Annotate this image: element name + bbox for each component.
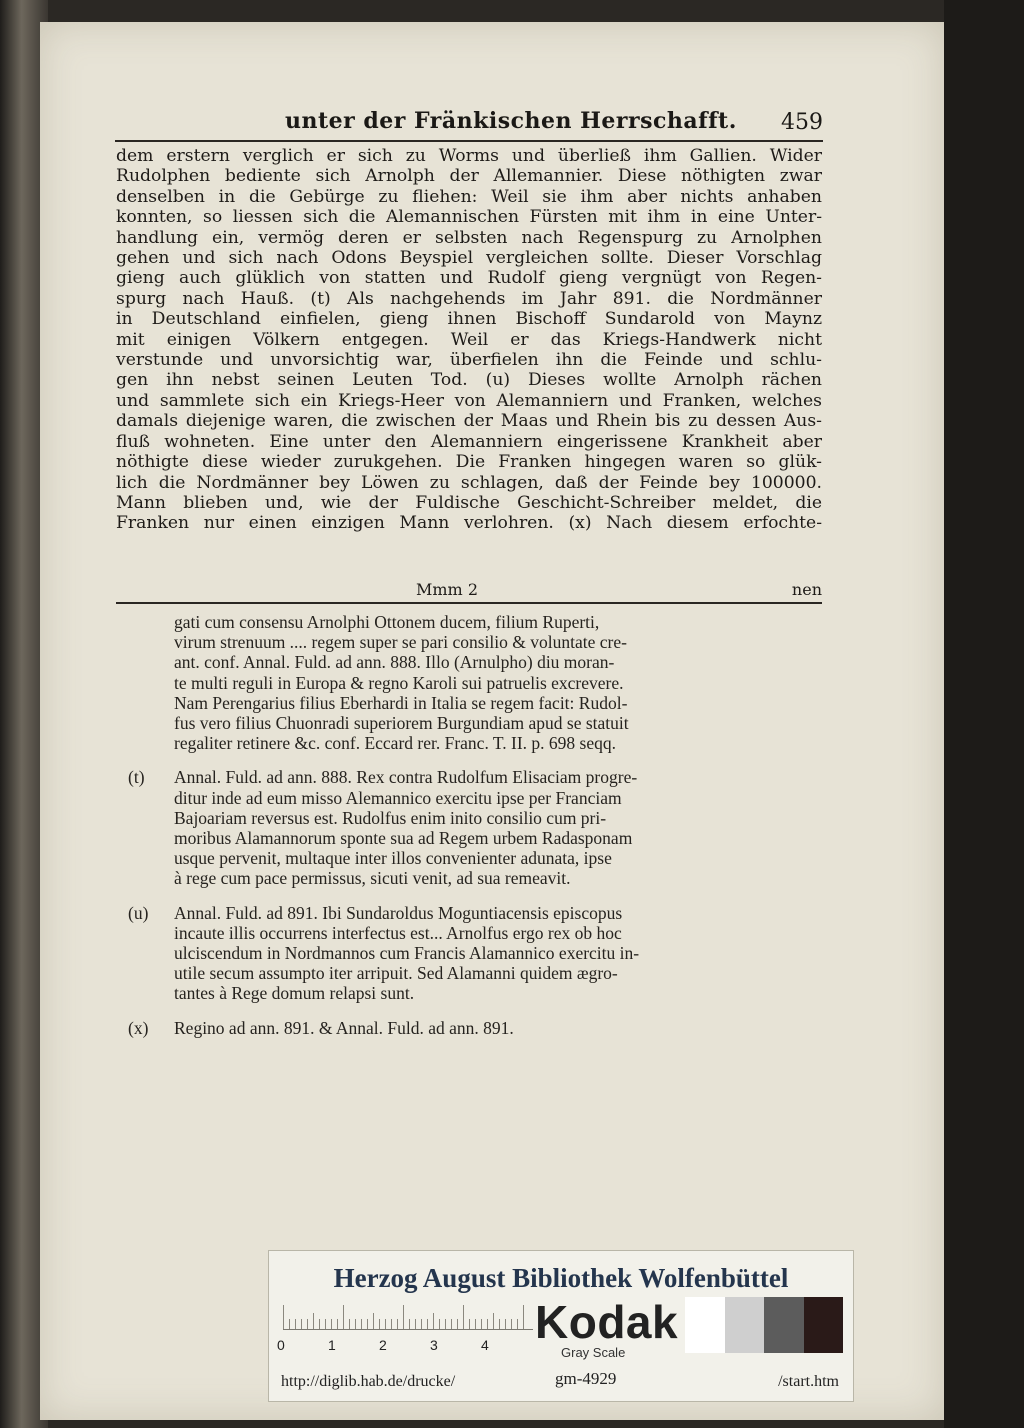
gray-swatch: [685, 1297, 725, 1353]
footnote-line: à rege cum pace permissus, sicuti venit, ad sua remeavit.: [174, 868, 571, 889]
footnote-line: virum strenuum .... regem super se pari consilio & voluntate cre-: [174, 632, 627, 653]
ruler-tick: [367, 1319, 368, 1329]
gray-swatch: [725, 1297, 765, 1353]
ruler-tick: [505, 1319, 506, 1329]
ruler-tick: [487, 1319, 488, 1329]
ruler-tick: [319, 1319, 320, 1329]
gray-scale-swatches: [685, 1297, 843, 1353]
text-line: fluß wohneten. Eine unter den Alemanniern eingerissene Krankheit aber: [116, 431, 822, 452]
ruler-tick: [349, 1319, 350, 1329]
page-header: [115, 108, 823, 138]
text-line: dem erstern verglich er sich zu Worms und überließ ihm Gallien. Wider: [116, 146, 822, 166]
ruler-tick: [457, 1319, 458, 1329]
ruler-tick: [355, 1319, 356, 1329]
ruler-number: 0: [277, 1337, 285, 1353]
ruler-tick: [307, 1319, 308, 1329]
text-line: in Deutschland einfielen, gieng ihnen Bischoff Sundarold von Maynz: [116, 309, 822, 330]
ruler-number: 4: [481, 1337, 489, 1353]
footnote-marker: (t): [128, 767, 145, 788]
text-line: gieng auch glüklich von statten und Rudolf gieng vergnügt von Regen-: [116, 268, 822, 289]
text-line: denselben in die Gebürge zu fliehen: Weil sie ihm aber nichts anhaben: [116, 186, 822, 207]
footnote-line: Nam Perengarius filius Eberhardi in Italia se regem facit: Rudol-: [174, 692, 628, 713]
footnotes: [128, 612, 818, 1052]
gray-scale-label: Gray Scale: [561, 1345, 626, 1360]
ruler-tick: [415, 1319, 416, 1329]
ruler-tick: [283, 1305, 284, 1329]
text-line: gen ihn nebst seinen Leuten Tod. (u) Dieses wollte Arnolph rächen: [116, 370, 822, 391]
shelf-code: gm-4929: [555, 1369, 617, 1388]
ruler-tick: [391, 1319, 392, 1329]
footnote: [128, 612, 818, 753]
ruler-tick: [499, 1319, 500, 1329]
text-line: nöthigte diese wieder zurukgehen. Die Franken hingegen waren so glük-: [116, 452, 822, 473]
text-line: handlung ein, vermög deren er selbsten nach Regenspurg zu Arnolphen: [116, 227, 822, 248]
ruler-tick: [397, 1319, 398, 1329]
ruler-tick: [523, 1305, 524, 1329]
library-title: Herzog August Bibliothek Wolfenbüttel: [333, 1263, 789, 1293]
footnote-line: Regino ad ann. 891. & Annal. Fuld. ad ann. 891.: [174, 1017, 514, 1038]
ruler-scale: [283, 1303, 533, 1330]
footnote-line: tantes à Rege domum relapsi sunt.: [174, 983, 415, 1004]
ruler-tick: [427, 1319, 428, 1329]
header-rule: [115, 140, 823, 142]
text-line: Mann blieben und, wie der Fuldische Geschicht-Schreiber meldet, die: [116, 492, 822, 513]
footnote-marker: (u): [128, 902, 149, 923]
text-line: mit einigen Völkern entgegen. Weil er das Kriegs-Handwerk nicht: [116, 329, 822, 350]
text-line: verstunde und unvorsichtig war, überfielen ihn die Feinde und schlu-: [116, 350, 822, 371]
ruler-tick: [409, 1319, 410, 1329]
gray-swatch: [804, 1297, 844, 1353]
ruler-tick: [343, 1305, 344, 1329]
ruler-tick: [439, 1319, 440, 1329]
gray-swatch: [764, 1297, 804, 1353]
footnote: [128, 767, 818, 888]
ruler-tick: [301, 1319, 302, 1329]
footnote-line: fus vero filius Chuonradi superiorem Burgundiam apud se statuit: [174, 713, 629, 734]
text-line: gehen und sich nach Odons Beyspiel vergleichen sollte. Dieser Vorschlag: [116, 248, 822, 269]
footnote-line: ant. conf. Annal. Fuld. ad ann. 888. Illo (Arnulpho) diu moran-: [174, 652, 615, 673]
ruler-tick: [445, 1319, 446, 1329]
ruler-number: 3: [430, 1337, 438, 1353]
footnote: [128, 1018, 818, 1038]
catchword: nen: [791, 580, 822, 599]
scan-background-right: [944, 0, 1024, 1428]
footnote-line: gati cum consensu Arnolphi Ottonem ducem, filium Ruperti,: [174, 612, 600, 632]
ruler-tick: [379, 1319, 380, 1329]
footnote-marker: (x): [128, 1017, 149, 1038]
ruler-number: 1: [328, 1337, 336, 1353]
footnote-line: Annal. Fuld. ad ann. 888. Rex contra Rudolfum Elisaciam progre-: [174, 767, 638, 788]
ruler-tick: [433, 1313, 434, 1329]
ruler-tick: [475, 1319, 476, 1329]
ruler-tick: [403, 1305, 404, 1329]
ruler-tick: [463, 1305, 464, 1329]
text-line: spurg nach Hauß. (t) Als nachgehends im Jahr 891. die Nordmänner: [116, 288, 822, 309]
ruler-tick: [511, 1319, 512, 1329]
start-path: /start.htm: [778, 1373, 839, 1390]
text-line: und sammlete sich ein Kriegs-Heer von Alemanniern und Franken, welches: [116, 390, 822, 411]
text-line: Rudolphen bediente sich Arnolph der Allemannier. Diese nöthigten zwar: [116, 166, 822, 187]
footnote-line: incaute illis occurrens interfectus est... Arnolfus ergo rex ob hoc: [174, 922, 622, 943]
main-text: [116, 146, 822, 534]
ruler-tick: [493, 1313, 494, 1329]
ruler-tick: [295, 1319, 296, 1329]
ruler-number: 2: [379, 1337, 387, 1353]
text-line: Franken nur einen einzigen Mann verlohren. (x) Nach diesem erfochte-: [116, 513, 822, 534]
catchline: [116, 580, 822, 602]
kodak-logo: Kodak: [535, 1296, 679, 1348]
footnote-line: ditur inde ad eum misso Alemannico exercitu ipse per Franciam: [174, 787, 622, 808]
ruler-tick: [451, 1319, 452, 1329]
footnote-line: Bajoariam reversus est. Rudolfus enim inito consilio cum pri-: [174, 807, 607, 828]
ruler-tick: [517, 1319, 518, 1329]
ruler-tick: [313, 1313, 314, 1329]
ruler-tick: [373, 1313, 374, 1329]
ruler-tick: [421, 1319, 422, 1329]
ruler-tick: [337, 1319, 338, 1329]
ruler-tick: [385, 1319, 386, 1329]
library-target-card: [268, 1250, 854, 1402]
ruler-tick: [289, 1319, 290, 1329]
text-line: konnten, so liessen sich die Alemannischen Fürsten mit ihm in eine Unter-: [116, 207, 822, 228]
ruler-tick: [325, 1319, 326, 1329]
text-line: lich die Nordmänner bey Löwen zu schlagen, daß der Feinde bey 100000.: [116, 472, 822, 493]
running-head: unter der Fränkischen Herrschafft.: [285, 108, 737, 134]
footnote-rule: [116, 602, 822, 604]
footnote-line: te multi reguli in Europa & regno Karoli sui patruelis excrevere.: [174, 672, 624, 693]
footnote-line: Annal. Fuld. ad 891. Ibi Sundaroldus Moguntiacensis episcopus: [174, 902, 623, 923]
ruler-tick: [331, 1319, 332, 1329]
page-number: 459: [781, 110, 823, 135]
footnote-line: utile secum assumpto iter arripuit. Sed Alamanni quidem ægro-: [174, 963, 618, 984]
footnote-line: usque pervenit, multaque inter illos convenienter adunata, ipse: [174, 848, 612, 869]
footnote-line: regaliter retinere &c. conf. Eccard rer. Franc. T. II. p. 698 seqq.: [174, 733, 617, 754]
ruler-tick: [469, 1319, 470, 1329]
text-line: damals diejenige waren, die zwischen der Maas und Rhein bis zu dessen Aus-: [116, 411, 822, 432]
library-url: http://diglib.hab.de/drucke/: [281, 1373, 456, 1390]
signature-mark: Mmm 2: [416, 580, 478, 599]
ruler-tick: [361, 1319, 362, 1329]
footnote: [128, 903, 818, 1004]
footnote-line: ulciscendum in Nordmannos cum Francis Alamannico exercitu in-: [174, 943, 640, 964]
footnote-line: moribus Alamannorum sponte sua ad Regem urbem Radasponam: [174, 828, 633, 849]
ruler-tick: [481, 1319, 482, 1329]
